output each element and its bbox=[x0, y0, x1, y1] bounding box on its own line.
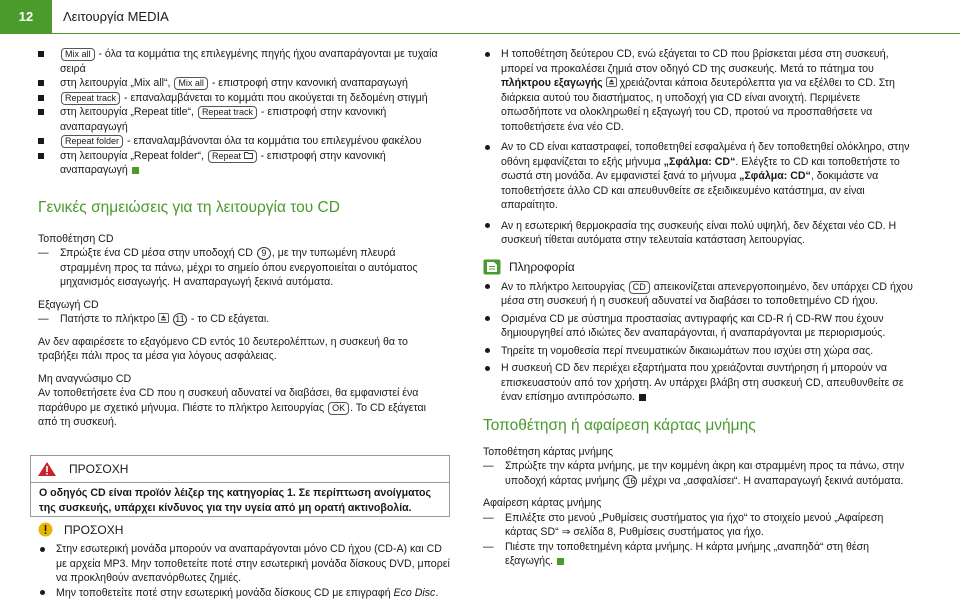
list-item: Repeat folder - επαναλαμβάνονται όλα τα κομμάτια του επιλεγμένου φακέλου bbox=[38, 134, 448, 149]
repeat-folder-key: Repeat folder bbox=[61, 135, 123, 148]
instruction-step: — Πιέστε την τοποθετημένη κάρτα μνήμης. Η κάρτα μνήμης „αναπηδά“ στη θέση εξαγωγής. bbox=[483, 540, 870, 567]
repeat-track-key: Repeat track bbox=[61, 92, 120, 105]
caution-block bbox=[38, 520, 450, 600]
mix-all-key: Mix all bbox=[61, 48, 95, 61]
list-item: Αν το πλήκτρο λειτουργίας CD απεικονίζεται απενεργοποιημένο, δεν υπάρχει CD ήχου μέσα στη συσκευή ή η συσκευή αδυνατεί να διαβάσει το τοποθετημένο CD ήχου. bbox=[483, 280, 915, 309]
left-column bbox=[38, 47, 448, 430]
section-end-marker bbox=[132, 167, 139, 174]
callout-number: 11 bbox=[173, 313, 187, 326]
caution-icon bbox=[38, 522, 53, 537]
info-header bbox=[483, 258, 915, 280]
list-item: Στην εσωτερική μονάδα μπορούν να αναπαράγονται μόνο CD ήχου (CD-A) και CD με αρχεία MP3. Μην τοποθετείτε ποτέ στην εσωτερική μονάδα δίσκους DVD, μπορεί να προκληθούν ανεπανόρθωτες ζημιές. bbox=[38, 542, 450, 586]
list-item: στη λειτουργία „Mix all“, Mix all - επιστροφή στην κανονική αναπαραγωγή bbox=[38, 76, 448, 91]
list-item: Τηρείτε τη νομοθεσία περί πνευματικών δικαιωμάτων που ισχύει στη χώρα σας. bbox=[483, 344, 915, 359]
callout-number: 9 bbox=[257, 247, 271, 260]
paragraph: Αν τοποθετήσετε ένα CD που η συσκευή αδυνατεί να διαβάσει, θα εμφανιστεί ένα παράθυρο με σχετικό μήνυμα. Πιέστε το πλήκτρο λειτουργίας OK . Το CD εξάγεται από τη συσκευή. bbox=[38, 387, 427, 428]
warning-text: Ο οδηγός CD είναι προϊόν λέιζερ της κατηγορίας 1. Σε περίπτωση ανοίγματος της συσκευής, υπάρχει κίνδυνος για την υγεία από μη ορατή ακτινοβολία. bbox=[39, 487, 432, 514]
subheading: Τοποθέτηση κάρτας μνήμης bbox=[483, 445, 613, 458]
instruction-step: — Σπρώξτε ένα CD μέσα στην υποδοχή CD 9 , με την τυπωμένη πλευρά στραμμένη προς τα πάνω, μέχρι το σημείο όπου ενεργοποιείται ο αυτόματος μηχανισμός εισαγωγής. Η αναπαραγωγή ξεκινά αυτόματα. bbox=[38, 247, 418, 288]
callout-number: 16 bbox=[625, 475, 636, 486]
instruction-step: — Σπρώξτε την κάρτα μνήμης, με την κομμένη άκρη και στραμμένη προς τα πάνω, στην υποδοχή κάρτας μνήμης 16 μέχρι να „ασφαλίσει“. Η αναπαραγωγή ξεκινά αυτόματα. bbox=[483, 460, 905, 487]
warning-header bbox=[31, 456, 449, 483]
instruction-step: — Επιλέξτε στο μενού „Ρυθμίσεις συστήματος για ήχο“ το στοιχείο μενού „Αφαίρεση κάρτας SD“ ⇒ σελίδα 8, Ρυθμίσεις συστήματος για ήχο. bbox=[483, 511, 884, 538]
list-item: Ορισμένα CD με σύστημα προστασίας αντιγραφής και CD-R ή CD-RW που έχουν δημιουργηθεί από ιδιώτες δεν αναπαράγονται, ή αναπαράγονται με περιορισμούς. bbox=[483, 312, 915, 341]
ok-key: OK bbox=[328, 402, 349, 415]
subheading: Αφαίρεση κάρτας μνήμης bbox=[483, 497, 602, 509]
repeat-track-key: Repeat track bbox=[198, 106, 257, 119]
list-item: στη λειτουργία „Repeat title“, Repeat track - επιστροφή στην κανονική αναπαραγωγή bbox=[38, 105, 448, 134]
section-end-marker bbox=[639, 394, 646, 401]
caution-title: ΠΡΟΣΟΧΗ bbox=[64, 523, 124, 537]
paragraph: Αν δεν αφαιρέσετε το εξαγόμενο CD εντός 10 δευτερολέπτων, η συσκευή θα το τραβήξει πάλι προς τα μέσα για λόγους ασφάλειας. bbox=[38, 335, 408, 362]
subheading: Τοποθέτηση CD bbox=[38, 232, 114, 245]
list-item: στη λειτουργία „Repeat folder“, Repeat - επιστροφή στην κανονική αναπαραγωγή bbox=[38, 149, 448, 178]
cd-key: CD bbox=[629, 281, 650, 294]
list-item: Η τοποθέτηση δεύτερου CD, ενώ εξάγεται το CD που βρίσκεται μέσα στη συσκευή, μπορεί να προκαλέσει ζημιά στον οδηγό CD της συσκευής. Μετά το πάτημα του πλήκτρου εξαγωγής χρειάζονται κάποια δευτερόλεπτα για να εξέλθει το CD. Στη διάρκεια αυτού του διαστήματος, η υποδοχή για CD είναι ανοιχτή. Περιμένετε οπωσδήποτε να ολοκληρωθεί η εξαγωγή του CD, προτού να προσπαθήσετε να τοποθετήσετε ένα νέο CD. bbox=[483, 47, 915, 134]
page-number: 12 bbox=[0, 0, 52, 33]
section-title: Τοποθέτηση ή αφαίρεση κάρτας μνήμης bbox=[483, 416, 756, 434]
info-icon bbox=[483, 259, 501, 275]
warning-triangle-icon bbox=[37, 461, 57, 477]
list-item: Η συσκευή CD δεν περιέχει εξαρτήματα που χρειάζονται συντήρηση ή μπορούν να επισκευαστούν από τον χρήστη. Αν υπάρχει βλάβη στη συσκευή CD, απευθυνθείτε σε έναν επίσημο αντιπρόσωπο. bbox=[483, 361, 915, 405]
repeat-folder-key: Repeat bbox=[208, 150, 257, 163]
subheading: Μη αναγνώσιμο CD bbox=[38, 372, 132, 385]
mix-all-key: Mix all bbox=[174, 77, 208, 90]
right-column bbox=[483, 47, 915, 569]
page-header bbox=[0, 0, 960, 34]
subheading: Εξαγωγή CD bbox=[38, 298, 99, 311]
eject-icon bbox=[158, 313, 169, 323]
section-title: Γενικές σημειώσεις για τη λειτουργία του CD bbox=[38, 198, 340, 216]
warning-box bbox=[30, 455, 450, 517]
list-item: Mix all - όλα τα κομμάτια της επιλεγμένης πηγής ήχου αναπαράγονται με τυχαία σειρά bbox=[38, 47, 448, 76]
info-title: Πληροφορία bbox=[509, 259, 575, 274]
list-item: Αν η εσωτερική θερμοκρασία της συσκευής είναι πολύ υψηλή, δεν δέχεται νέο CD. Η συσκευή τίθεται αυτόματα στην τελευταία κατάσταση λειτουργίας. bbox=[483, 219, 915, 248]
list-item: Αν το CD είναι καταστραφεί, τοποθετηθεί εσφαλμένα ή δεν τοποθετηθεί ολόκληρο, στην οθόνη εμφανίζεται το εξής μήνυμα „Σφάλμα: CD“. Ελέγξτε το CD και τοποθετήστε το σωστά στη μονάδα. Αν εμφανιστεί ξανά το μήνυμα „Σφάλμα: CD“, δοκιμάστε να τοποθετήσετε άλλο CD και απευθυνθείτε σε εξειδικευμένο κατάστημα, αν είναι απαραίτητο. bbox=[483, 140, 915, 213]
warning-title: ΠΡΟΣΟΧΗ bbox=[69, 462, 129, 476]
chapter-title: Λειτουργία MEDIA bbox=[63, 9, 169, 24]
list-item: Repeat track - επαναλαμβάνεται το κομμάτι που ακούγεται τη δεδομένη στιγμή bbox=[38, 91, 448, 106]
folder-icon bbox=[244, 151, 253, 159]
instruction-step: — Πατήστε το πλήκτρο 11 - το CD εξάγεται. bbox=[38, 313, 270, 325]
list-item: Μην τοποθετείτε ποτέ στην εσωτερική μονάδα δίσκους CD με επιγραφή Eco Disc. bbox=[38, 586, 450, 601]
caution-header bbox=[38, 520, 450, 540]
eject-icon bbox=[606, 77, 617, 87]
section-continue-marker bbox=[557, 558, 564, 565]
